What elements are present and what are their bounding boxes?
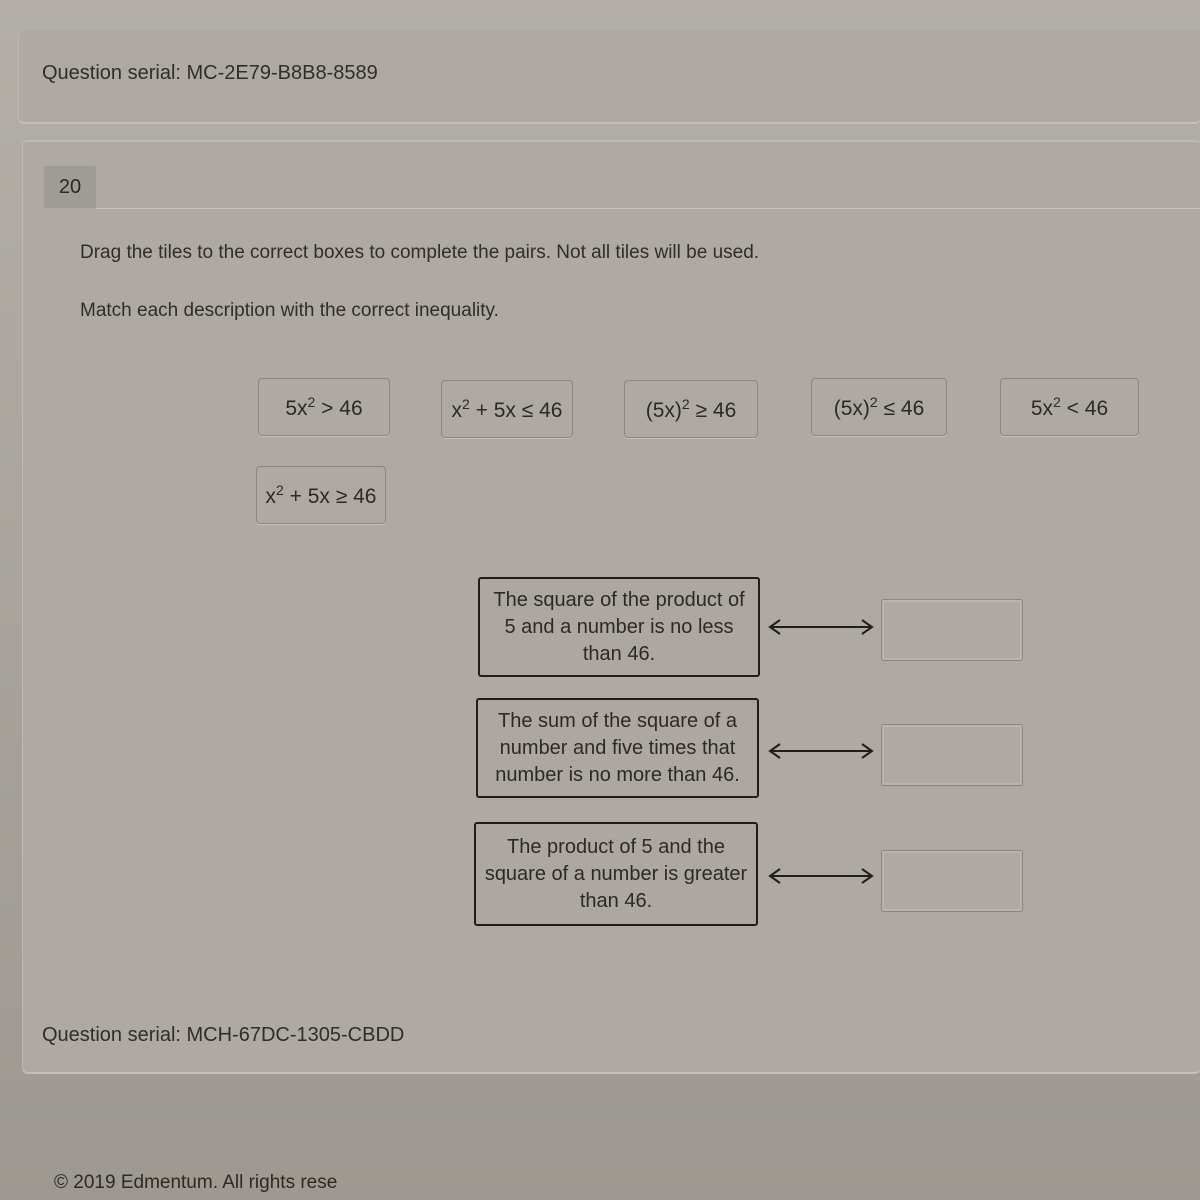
tile-text: $x^2 + 5x \ge 46$ (265, 481, 377, 508)
tile-text: $5x^2 < 46$ (1030, 393, 1109, 420)
tile-text: $(5x)^2 \ge 46$ (645, 395, 737, 422)
copyright-text: © 2019 Edmentum. All rights rese (54, 1172, 338, 1193)
drop-target-2[interactable] (881, 724, 1023, 786)
double-arrow-icon (766, 741, 876, 761)
question-header-divider (96, 208, 1200, 209)
tile-inequality-4[interactable] (811, 378, 947, 436)
question-serial-bottom: Question serial: MCH-67DC-1305-CBDD (42, 1024, 405, 1046)
tile-inequality-5[interactable] (1000, 378, 1139, 436)
description-box-3: The product of 5 and the square of a number is greater than 46. (474, 822, 758, 926)
tile-text: $(5x)^2 \le 46$ (833, 393, 925, 420)
instruction-text: Drag the tiles to the correct boxes to complete the pairs. Not all tiles will be used. (80, 242, 760, 263)
description-box-2: The sum of the square of a number and five times that number is no more than 46. (476, 698, 759, 798)
tile-inequality-6[interactable] (256, 466, 386, 524)
question-serial-top: Question serial: MC-2E79-B8B8-8589 (42, 62, 378, 84)
tile-inequality-3[interactable] (624, 380, 758, 438)
double-arrow-icon (766, 617, 876, 637)
tile-text: $5x^2 > 46$ (285, 393, 363, 420)
tile-inequality-2[interactable] (441, 380, 573, 438)
description-box-1: The square of the product of 5 and a number is no less than 46. (478, 577, 760, 677)
drop-target-1[interactable] (881, 599, 1023, 661)
question-number: 20 (44, 166, 96, 208)
tile-text: $x^2 + 5x \le 46$ (451, 395, 563, 422)
double-arrow-icon (766, 866, 876, 886)
tile-inequality-1[interactable] (258, 378, 390, 436)
drop-target-3[interactable] (881, 850, 1023, 912)
question-prompt: Match each description with the correct inequality. (80, 300, 499, 321)
